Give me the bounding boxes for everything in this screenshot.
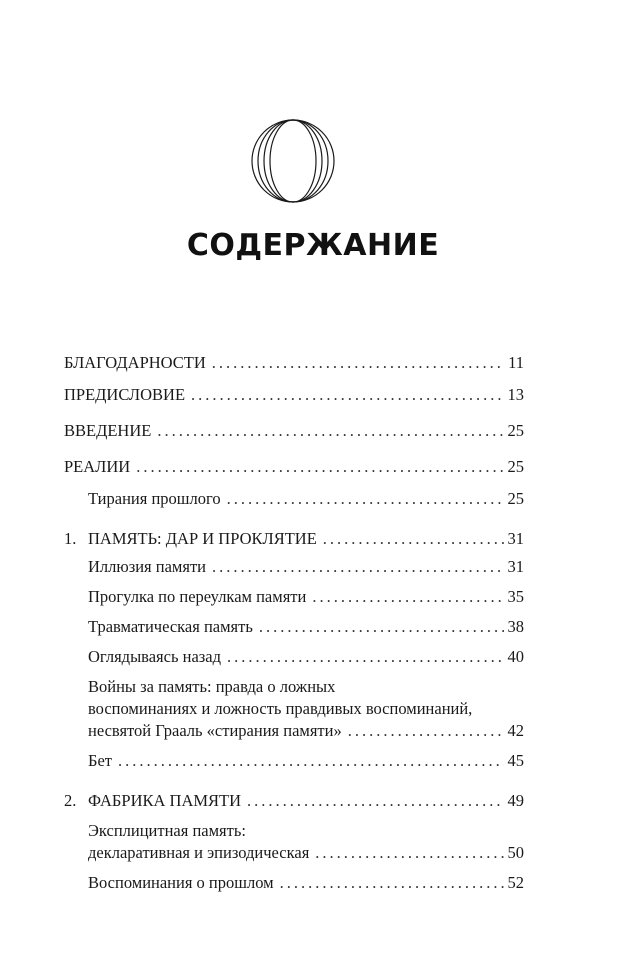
toc-entry-tyranny-of-past[interactable] — [64, 488, 524, 510]
toc-entry-bet[interactable] — [64, 750, 524, 772]
toc-page-number: 45 — [507, 751, 524, 770]
toc-page-number: 25 — [507, 489, 524, 508]
toc-page-number: 31 — [507, 557, 524, 576]
toc-label: РЕАЛИИ — [64, 457, 131, 476]
toc-label: Тирания прошлого — [88, 489, 221, 508]
toc-page-number: 52 — [507, 873, 524, 892]
toc-entry-memories-of-past[interactable] — [64, 872, 524, 894]
toc-page-number: 38 — [507, 617, 524, 636]
dot-leader — [348, 720, 504, 742]
toc-label: Иллюзия памяти — [88, 557, 206, 576]
dot-leader — [312, 586, 503, 608]
toc-page-number: 35 — [507, 587, 524, 606]
dot-leader — [191, 384, 503, 406]
toc-label: декларативная и эпизодическая — [88, 843, 310, 862]
toc-entry-memory-wars[interactable] — [64, 676, 524, 742]
toc-label: Оглядываясь назад — [88, 647, 221, 666]
toc-label: ПРЕДИСЛОВИЕ — [64, 385, 186, 404]
table-of-contents — [64, 352, 524, 894]
toc-entry-traumatic-memory[interactable] — [64, 616, 524, 638]
dot-leader — [259, 616, 504, 638]
toc-label-line: Войны за память: правда о ложных — [88, 677, 336, 696]
ring-logo-icon — [250, 118, 336, 204]
toc-entry-chapter-2[interactable] — [64, 790, 524, 812]
toc-entry-realities[interactable] — [64, 456, 524, 478]
toc-page-number: 50 — [507, 843, 524, 862]
toc-label: Воспоминания о прошлом — [88, 873, 274, 892]
dot-leader — [227, 488, 504, 510]
toc-page-number: 13 — [507, 385, 524, 404]
dot-leader — [212, 556, 504, 578]
toc-label: БЛАГОДАРНОСТИ — [64, 353, 206, 372]
dot-leader — [323, 528, 504, 550]
chapter-number: 1. — [64, 529, 77, 548]
page-title: СОДЕРЖАНИЕ — [186, 228, 440, 263]
toc-entry-looking-back[interactable] — [64, 646, 524, 668]
toc-page-number: 40 — [507, 647, 524, 666]
toc-label: ФАБРИКА ПАМЯТИ — [88, 791, 242, 810]
dot-leader — [157, 420, 503, 442]
toc-page-number: 49 — [507, 791, 524, 810]
toc-label-line: Эксплицитная память: — [88, 821, 246, 840]
toc-entry-introduction[interactable] — [64, 420, 524, 442]
toc-label: Травматическая память — [88, 617, 253, 636]
toc-label: несвятой Грааль «стирания памяти» — [88, 721, 342, 740]
toc-page-number: 42 — [507, 721, 524, 740]
dot-leader — [280, 872, 504, 894]
toc-entry-chapter-1[interactable] — [64, 528, 524, 550]
toc-label-line: воспоминаниях и ложность правдивых воспоминаний, — [88, 699, 473, 718]
chapter-number: 2. — [64, 791, 77, 810]
toc-page-number: 11 — [508, 353, 524, 372]
toc-label: Бет — [88, 751, 113, 770]
toc-entry-memory-lane[interactable] — [64, 586, 524, 608]
toc-label: Прогулка по переулкам памяти — [88, 587, 307, 606]
toc-page-number: 25 — [507, 421, 524, 440]
toc-entry-memory-illusion[interactable] — [64, 556, 524, 578]
toc-entry-foreword[interactable] — [64, 384, 524, 406]
toc-entry-explicit-memory[interactable] — [64, 820, 524, 864]
toc-label: ВВЕДЕНИЕ — [64, 421, 152, 440]
dot-leader — [247, 790, 503, 812]
toc-label: ПАМЯТЬ: ДАР И ПРОКЛЯТИЕ — [88, 529, 317, 548]
toc-page-number: 31 — [507, 529, 524, 548]
dot-leader — [118, 750, 503, 772]
dot-leader — [212, 352, 504, 374]
dot-leader — [136, 456, 503, 478]
toc-entry-acknowledgements[interactable] — [64, 352, 524, 374]
dot-leader — [227, 646, 504, 668]
toc-page-number: 25 — [507, 457, 524, 476]
dot-leader — [315, 842, 503, 864]
